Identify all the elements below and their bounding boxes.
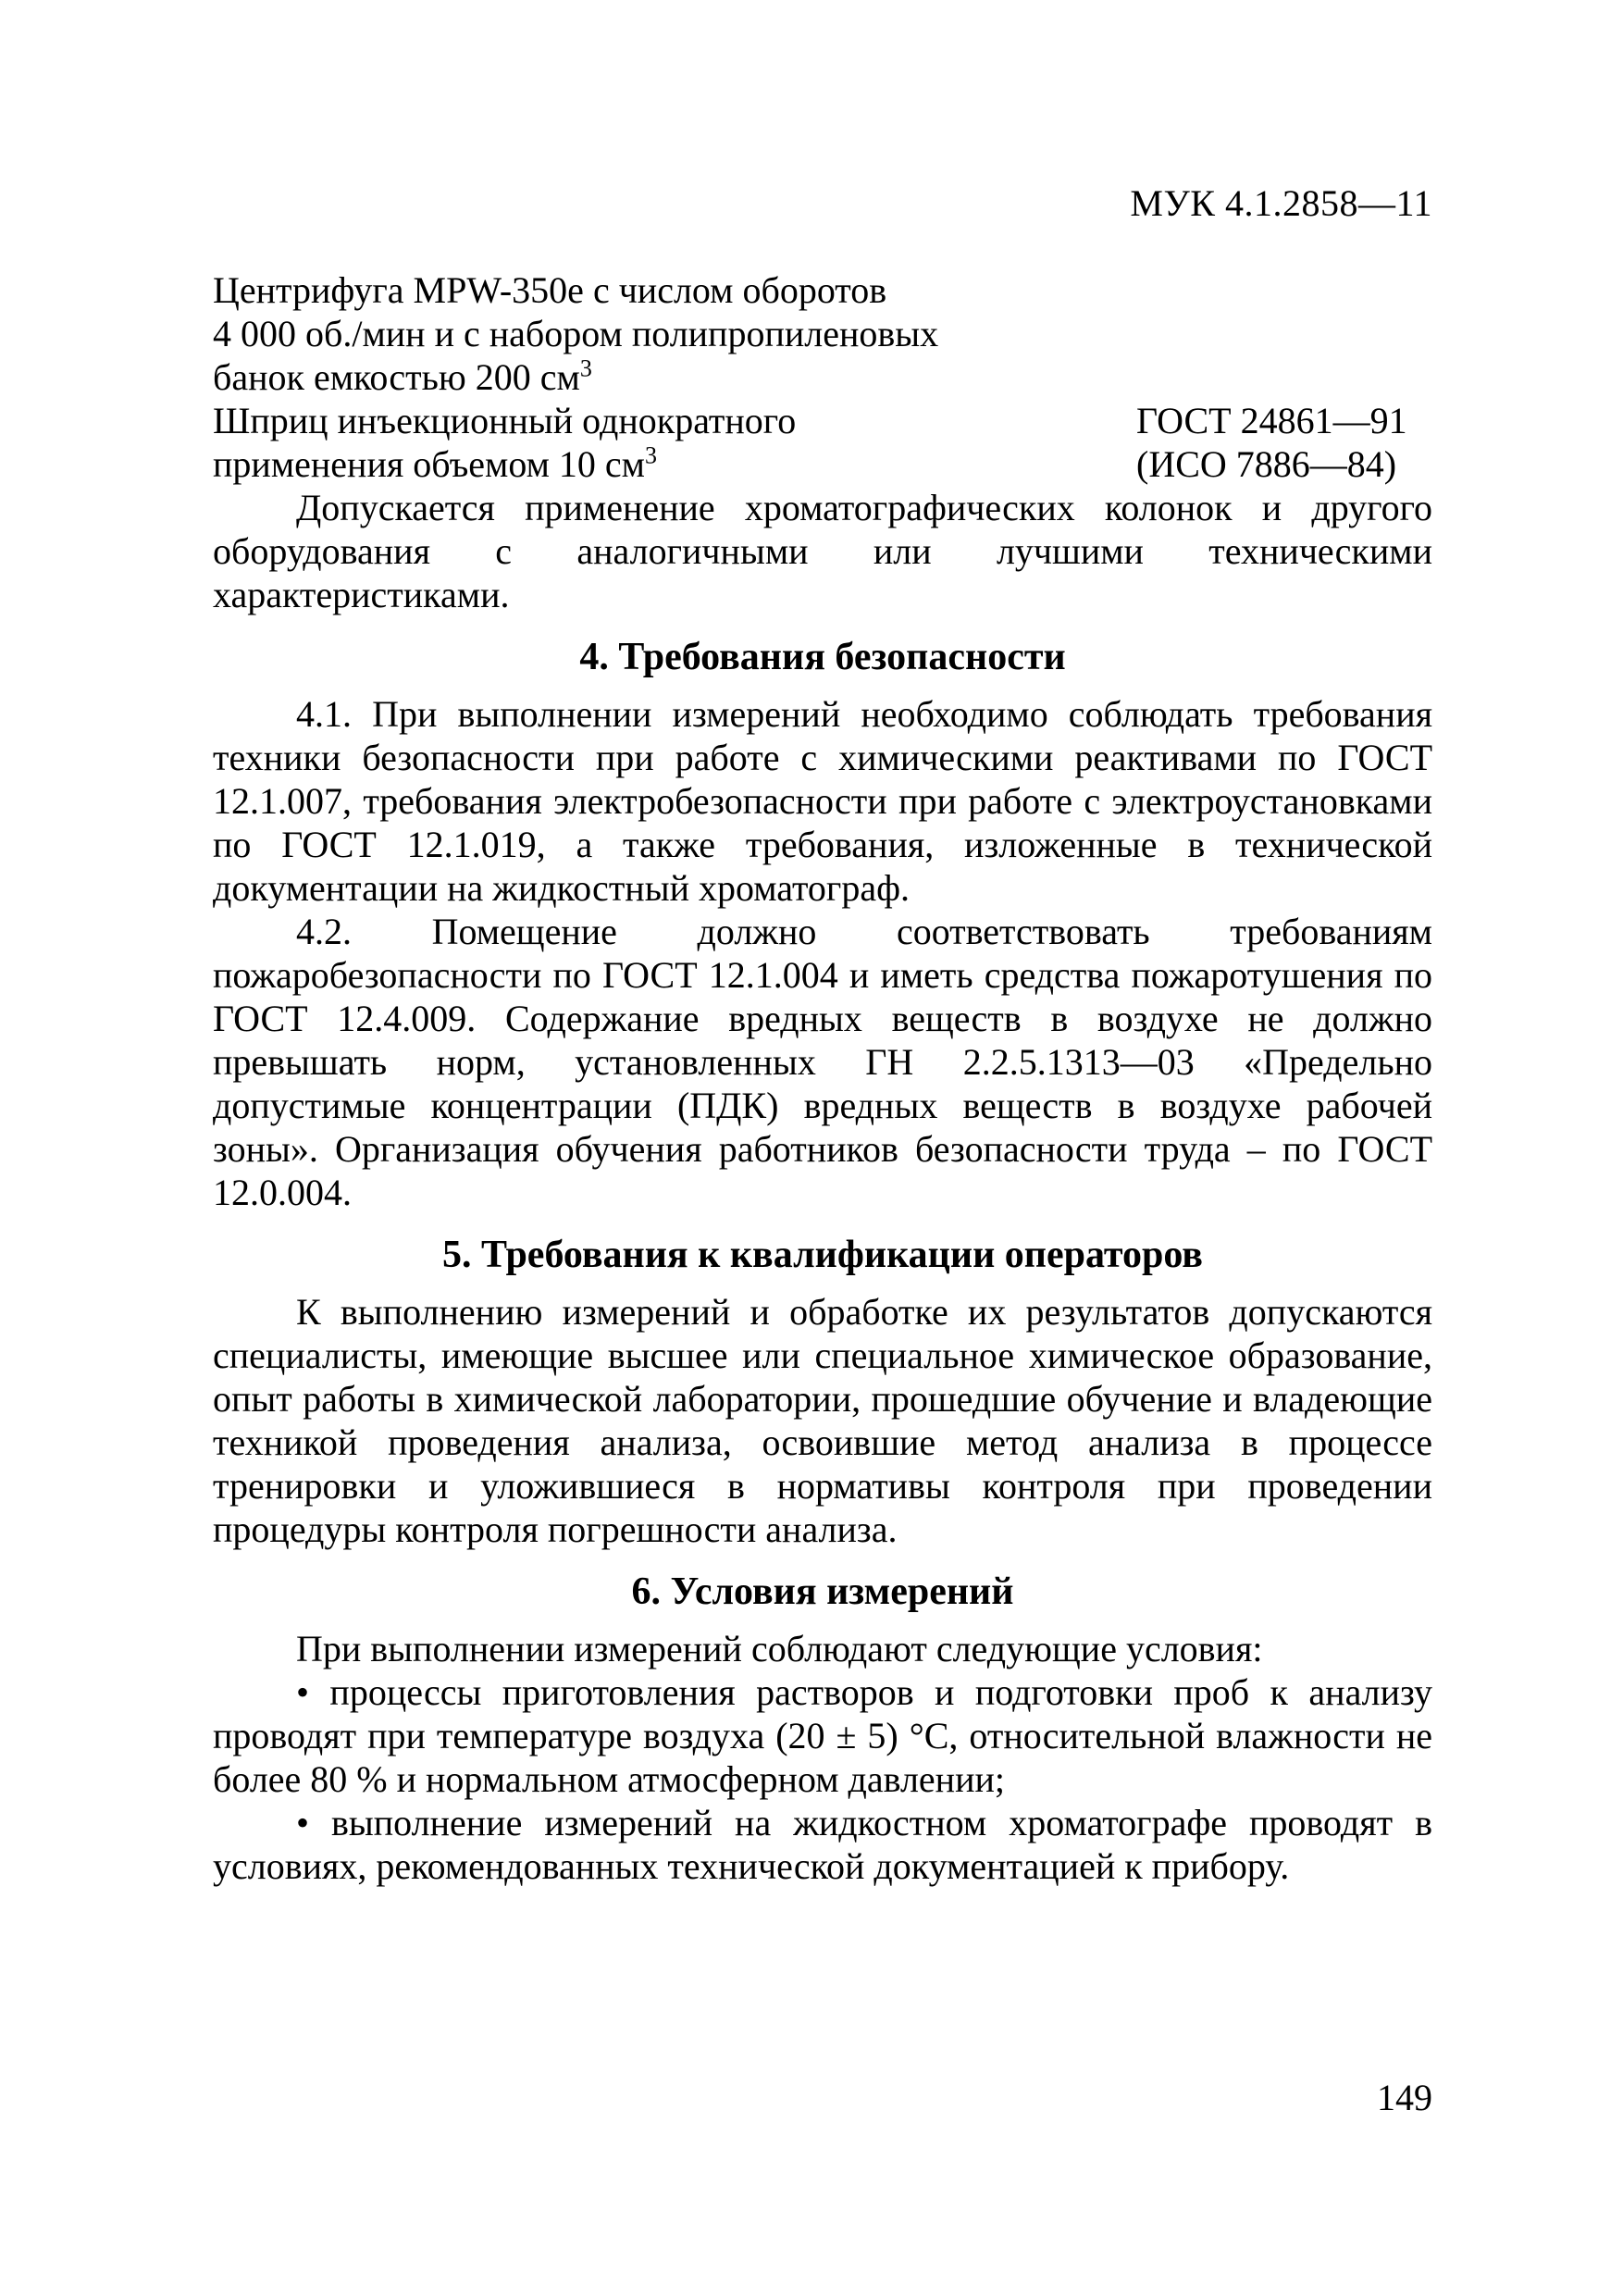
centrifuge-text-line3 <box>213 355 592 399</box>
centrifuge-capacity-text: банок емкостью 200 см <box>213 356 580 398</box>
equipment-line <box>213 442 1432 486</box>
page-number: 149 <box>1377 2077 1432 2118</box>
section-6-bullet-1: • процессы приготовления растворов и подготовки проб к анализу проводят при температуре воздуха (20 ± 5) °C, относительной влажности не более 80 % и нормальном атмосферном давлении; <box>213 1671 1432 1800</box>
syringe-standard-gost: ГОСТ 24861—91 <box>1136 400 1407 441</box>
centrifuge-text-line2: 4 000 об./мин и с набором полипропиленовых <box>213 313 939 354</box>
cubic-superscript: 3 <box>579 354 592 382</box>
syringe-text-line2 <box>213 442 657 486</box>
section-5-paragraph-1: К выполнению измерений и обработке их результатов допускаются специалисты, имеющие высшее или специальное химическое образование, опыт работы в химической лаборатории, прошедшие обучение и владеющие техникой проведения анализа, освоившие метод анализа в процессе тренировки и уложившиеся в нормативы контроля при проведении процедуры контроля погрешности анализа. <box>213 1291 1432 1550</box>
section-6-intro: При выполнении измерений соблюдают следующие условия: <box>296 1628 1263 1669</box>
section-5-title: 5. Требования к квалификации операторов <box>442 1234 1203 1276</box>
centrifuge-text-line1: Центрифуга MPW-350е с числом оборотов <box>213 269 887 311</box>
section-4-paragraph-1: 4.1. При выполнении измерений необходимо соблюдать требования техники безопасности при работе с химическими реактивами по ГОСТ 12.1.007, требования электробезопасности при работе с электроустановками по ГОСТ 12.1.019, а также требования, изложенные в технической документации на жидкостный хроматограф. <box>213 693 1432 909</box>
syringe-volume-text: применения объемом 10 см <box>213 443 645 485</box>
section-4-paragraph-2: 4.2. Помещение должно соответствовать требованиям пожаробезопасности по ГОСТ 12.1.004 и иметь средства пожаротушения по ГОСТ 12.4.009. Содержание вредных веществ в воздухе не должно превышать норм, установленных ГН 2.2.5.1313—03 «Предельно допустимые концентрации (ПДК) вредных веществ в воздухе рабочей зоны». Организация обучения работников безопасности труда – по ГОСТ 12.0.004. <box>213 911 1432 1213</box>
section-6-bullet-2: • выполнение измерений на жидкостном хроматографе проводят в условиях, рекомендованных технической документацией к прибору. <box>213 1802 1432 1887</box>
cubic-superscript: 3 <box>644 441 657 469</box>
equipment-line <box>213 355 1432 399</box>
allowance-paragraph: Допускается применение хроматографических колонок и другого оборудования с аналогичными или лучшими техническими характеристиками. <box>213 487 1432 615</box>
equipment-line <box>213 399 1432 442</box>
equipment-line <box>213 312 1432 355</box>
document-code-header: МУК 4.1.2858—11 <box>1130 182 1432 224</box>
equipment-line <box>213 268 1432 312</box>
equipment-list <box>213 268 1432 486</box>
document-page <box>213 0 1432 2296</box>
syringe-standard-iso: (ИСО 7886—84) <box>1136 443 1397 485</box>
section-4-title: 4. Требования безопасности <box>579 636 1066 678</box>
syringe-text-line1: Шприц инъекционный однократного <box>213 400 797 441</box>
page-body <box>213 268 1432 1888</box>
section-6-title: 6. Условия измерений <box>631 1570 1014 1613</box>
